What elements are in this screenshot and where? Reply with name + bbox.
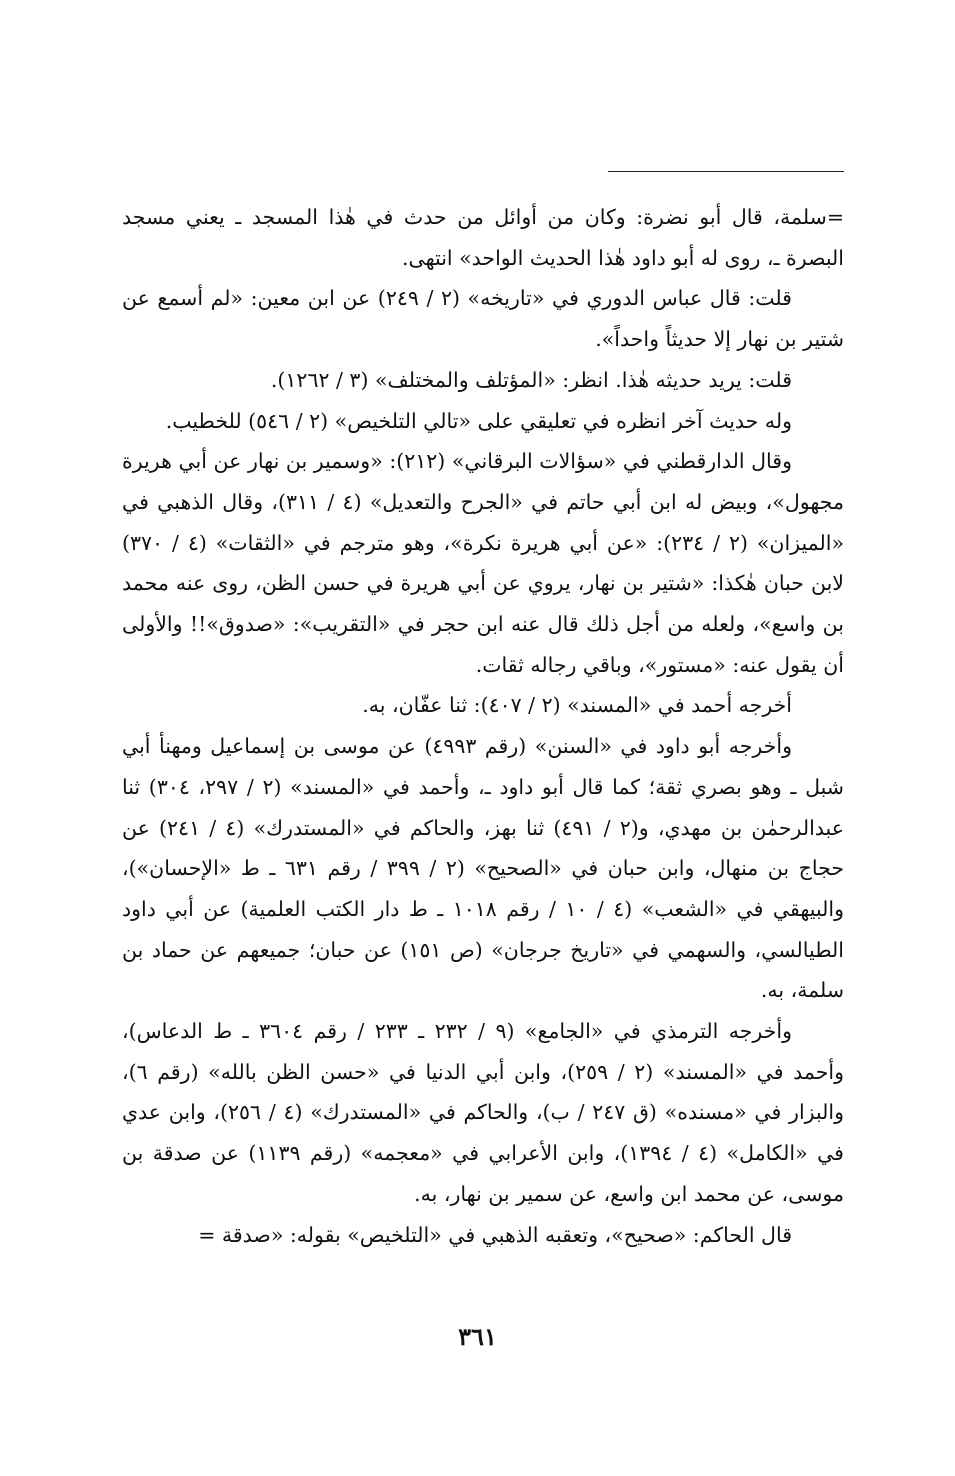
paragraph-dury-quote: قلت: قال عباس الدوري في «تاريخه» (٢ / ٢٤٩) عن ابن معين: «لم أسمع عن شتير بن نهار إلا حديثاً واحداً». <box>122 286 844 352</box>
footnote-separator-rule <box>608 171 844 172</box>
page-number: ٣٦١ <box>458 1322 497 1351</box>
paragraph-abu-dawud-takhrij: وأخرجه أبو داود في «السنن» (رقم ٤٩٩٣) عن موسى بن إسماعيل ومهنأ أبي شبل ـ وهو بصري ثقة؛ كما قال أبو داود ـ، وأحمد في «المسند» (٢ / ٢٩٧، ٣٠٤) ثنا عبدالرحمٰن بن مهدي، و(٢ / ٤٩١) ثنا بهز، والحاكم في «المستدرك» (٤ / ٢٤١) عن حجاج بن منهال، وابن حبان في «الصحيح» (٢ / ٣٩٩ / رقم ٦٣١ ـ ط «الإحسان»)، والبيهقي في «الشعب» (٤ / ١٠ / رقم ١٠١٨ ـ ط دار الكتب العلمية) عن أبي داود الطيالسي، والسهمي في «تاريخ جرجان» (ص ١٥١) عن حبان؛ جميعهم عن حماد بن سلمة، به. <box>122 734 844 1003</box>
paragraph-daraqutni: وقال الدارقطني في «سؤالات البرقاني» (٢١٢): «وسمير بن نهار عن أبي هريرة مجهول»، وبيض له ابن أبي حاتم في «الجرح والتعديل» (٤ / ٣١١)، وقال الذهبي في «الميزان» (٢ / ٢٣٤): «عن أبي هريرة نكرة»، وهو مترجم في «الثقات» (٤ / ٣٧٠) لابن حبان هٰكذا: «شتير بن نهار، يروي عن أبي هريرة في حسن الظن، روى عنه محمد بن واسع»، ولعله من أجل ذلك قال عنه ابن حجر في «التقريب»: «صدوق»!! والأولى أن يقول عنه: «مستور»، وباقي رجاله ثقات. <box>122 449 844 677</box>
paragraph-hakim-quote: قال الحاكم: «صحيح»، وتعقبه الذهبي في «التلخيص» بقوله: «صدقة = <box>198 1222 792 1247</box>
paragraph-mutalif-ref: قلت: يريد حديثه هٰذا. انظر: «المؤتلف والمختلف» (٣ / ١٢٦٢). <box>270 367 792 392</box>
paragraph-tirmidhi-takhrij: وأخرجه الترمذي في «الجامع» (٩ / ٢٣٢ ـ ٢٣٣ / رقم ٣٦٠٤ ـ ط الدعاس)، وأحمد في «المسند» (٢ / ٢٥٩)، وابن أبي الدنيا في «حسن الظن بالله» (رقم ٦)، والبزار في «مسنده» (ق ٢٤٧ / ب)، والحاكم في «المستدرك» (٤ / ٢٥٦)، وابن عدي في «الكامل» (٤ / ١٣٩٤)، وابن الأعرابي في «معجمه» (رقم ١١٣٩) عن صدقة بن موسى، عن محمد ابن واسع، عن سمير بن نهار، به. <box>122 1019 844 1206</box>
paragraph-continuation: =سلمة، قال أبو نضرة: وكان من أوائل من حدث في هٰذا المسجد ـ يعني مسجد البصرة ـ، روى له أبو داود هٰذا الحديث الواحد» انتهى. <box>122 205 844 270</box>
paragraph-ahmad-takhrij: أخرجه أحمد في «المسند» (٢ / ٤٠٧): ثنا عفّان، به. <box>362 693 792 718</box>
footnote-text-block <box>122 197 844 1255</box>
paragraph-another-hadith: وله حديث آخر انظره في تعليقي على «تالي التلخيص» (٢ / ٥٤٦) للخطيب. <box>165 408 792 433</box>
